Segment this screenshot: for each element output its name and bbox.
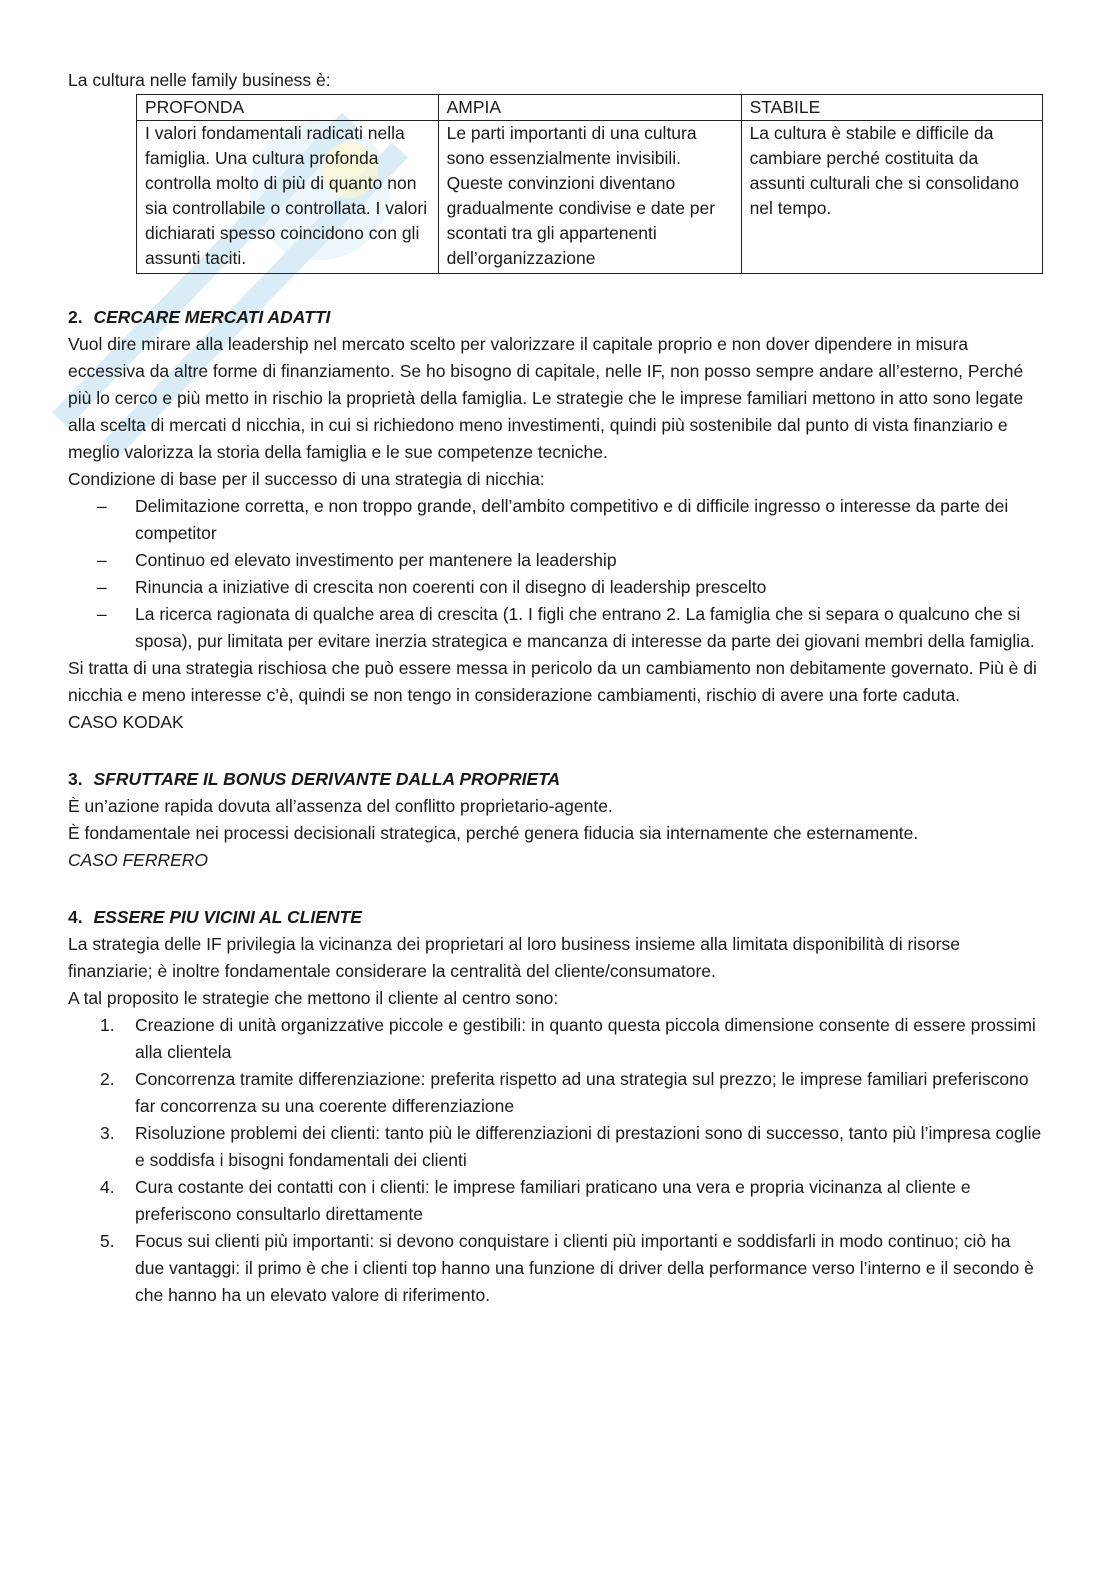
section-4-heading <box>68 904 1043 931</box>
list-item-text: Concorrenza tramite differenziazione: preferita rispetto ad una strategia sul prezzo; le imprese familiari preferiscono far concorrenza su una coerente differenziazione <box>135 1069 1029 1116</box>
section-2-bullet-list <box>68 493 1043 655</box>
cell-profonda: I valori fondamentali radicati nella famiglia. Una cultura profonda controlla molto di più di quanto non sia controllabile o controllata. I valori dichiarati spesso coincidono con gli assunti taciti. <box>137 121 439 274</box>
dash-bullet: – <box>97 577 107 597</box>
list-item <box>68 1228 1043 1309</box>
culture-table-header-row <box>137 95 1043 121</box>
section-3-heading <box>68 766 1043 793</box>
list-item-text: La ricerca ragionata di qualche area di crescita (1. I figli che entrano 2. La famiglia che si separa o qualcuno che si sposa), pur limitata per evitare inerzia strategica e mancanza di interesse da parte dei giovani membri della famiglia. <box>135 604 1035 651</box>
list-item-text: Focus sui clienti più importanti: si devono conquistare i clienti più importanti e soddisfarli in modo continuo; ciò ha due vantaggi: il primo è che i clienti top hanno una funzione di driver della performance verso l’interno e il secondo è che hanno ha un elevato valore di riferimento. <box>135 1231 1034 1305</box>
section-3-case: CASO FERRERO <box>68 850 209 870</box>
list-item-text: Delimitazione corretta, e non troppo grande, dell’ambito competitivo e di difficile ingresso o interesse da parte dei competitor <box>135 496 1009 543</box>
cell-ampia: Le parti importanti di una cultura sono essenzialmente invisibili. Queste convinzioni diventano gradualmente condivise e date per scontati tra gli appartenenti dell’organizzazione <box>438 121 741 274</box>
list-item <box>68 574 1043 601</box>
cell-stabile: La cultura è stabile e difficile da cambiare perché costituita da assunti culturali che si consolidano nel tempo. <box>741 121 1042 274</box>
section-3-line-1: È un’azione rapida dovuta all’assenza del conflitto proprietario-agente. <box>68 796 613 816</box>
header-profonda: PROFONDA <box>137 95 439 121</box>
section-4-numbered-list <box>68 1012 1043 1309</box>
section-3-line-2: È fondamentale nei processi decisionali strategica, perché genera fiducia sia internamente che esternamente. <box>68 823 919 843</box>
section-4-paragraph: La strategia delle IF privilegia la vicinanza dei proprietari al loro business insieme alla limitata disponibilità di risorse finanziarie; è inoltre fondamentale considerare la centralità del cliente/consumatore. <box>68 934 960 981</box>
section-3-number: 3. <box>68 769 83 789</box>
list-item <box>68 1174 1043 1228</box>
intro-text: La cultura nelle family business è: <box>68 70 331 90</box>
list-item <box>68 1012 1043 1066</box>
list-item <box>68 547 1043 574</box>
header-ampia: AMPIA <box>438 95 741 121</box>
section-3-title: SFRUTTARE IL BONUS DERIVANTE DALLA PROPRIETA <box>93 769 561 789</box>
list-item-text: Risoluzione problemi dei clienti: tanto più le differenziazioni di prestazioni sono di successo, tanto più l’impresa coglie e soddisfa i bisogni fondamentali dei clienti <box>135 1123 1042 1170</box>
culture-table-row <box>137 121 1043 274</box>
section-2-title: CERCARE MERCATI ADATTI <box>93 307 331 327</box>
section-2-closing: Si tratta di una strategia rischiosa che può essere messa in pericolo da un cambiamento non debitamente governato. Più è di nicchia e meno interesse c’è, quindi se non tengo in considerazione cambiamenti, rischio di avere una forte caduta. <box>68 658 1037 705</box>
header-stabile: STABILE <box>741 95 1042 121</box>
list-item-text: Rinuncia a iniziative di crescita non coerenti con il disegno di leadership prescelto <box>135 577 767 597</box>
section-4-number: 4. <box>68 907 83 927</box>
culture-table <box>136 94 1043 274</box>
list-item-number: 4. <box>100 1177 115 1197</box>
dash-bullet: – <box>97 496 107 516</box>
list-item <box>68 1066 1043 1120</box>
list-item <box>68 493 1043 547</box>
section-2-list-intro: Condizione di base per il successo di una strategia di nicchia: <box>68 469 545 489</box>
list-item-number: 5. <box>100 1231 115 1251</box>
section-2-heading <box>68 304 1043 331</box>
document-page <box>68 67 1043 1309</box>
section-2-number: 2. <box>68 307 83 327</box>
dash-bullet: – <box>97 550 107 570</box>
section-2-paragraph: Vuol dire mirare alla leadership nel mercato scelto per valorizzare il capitale proprio e non dover dipendere in misura eccessiva da altre forme di finanziamento. Se ho bisogno di capitale, nelle IF, non posso sempre andare all’esterno, Perché più lo cerco e più metto in rischio la proprietà della famiglia. Le strategie che le imprese familiari mettono in atto sono legate alla scelta di mercati d nicchia, in cui si richiedono meno investimenti, quindi più sostenibile dal punto di vista finanziario e meglio valorizza la storia della famiglia e le sue competenze tecniche. <box>68 334 1024 462</box>
list-item <box>68 601 1043 655</box>
list-item-text: Continuo ed elevato investimento per mantenere la leadership <box>135 550 617 570</box>
section-4-list-intro: A tal proposito le strategie che mettono il cliente al centro sono: <box>68 988 559 1008</box>
list-item-number: 3. <box>100 1123 115 1143</box>
list-item-number: 2. <box>100 1069 115 1089</box>
section-4-title: ESSERE PIU VICINI AL CLIENTE <box>93 907 362 927</box>
list-item <box>68 1120 1043 1174</box>
list-item-number: 1. <box>100 1015 115 1035</box>
list-item-text: Creazione di unità organizzative piccole e gestibili: in quanto questa piccola dimensione consente di essere prossimi alla clientela <box>135 1015 1036 1062</box>
list-item-text: Cura costante dei contatti con i clienti: le imprese familiari praticano una vera e propria vicinanza al cliente e preferiscono consultarlo direttamente <box>135 1177 971 1224</box>
section-2-case: CASO KODAK <box>68 712 184 732</box>
dash-bullet: – <box>97 604 107 624</box>
